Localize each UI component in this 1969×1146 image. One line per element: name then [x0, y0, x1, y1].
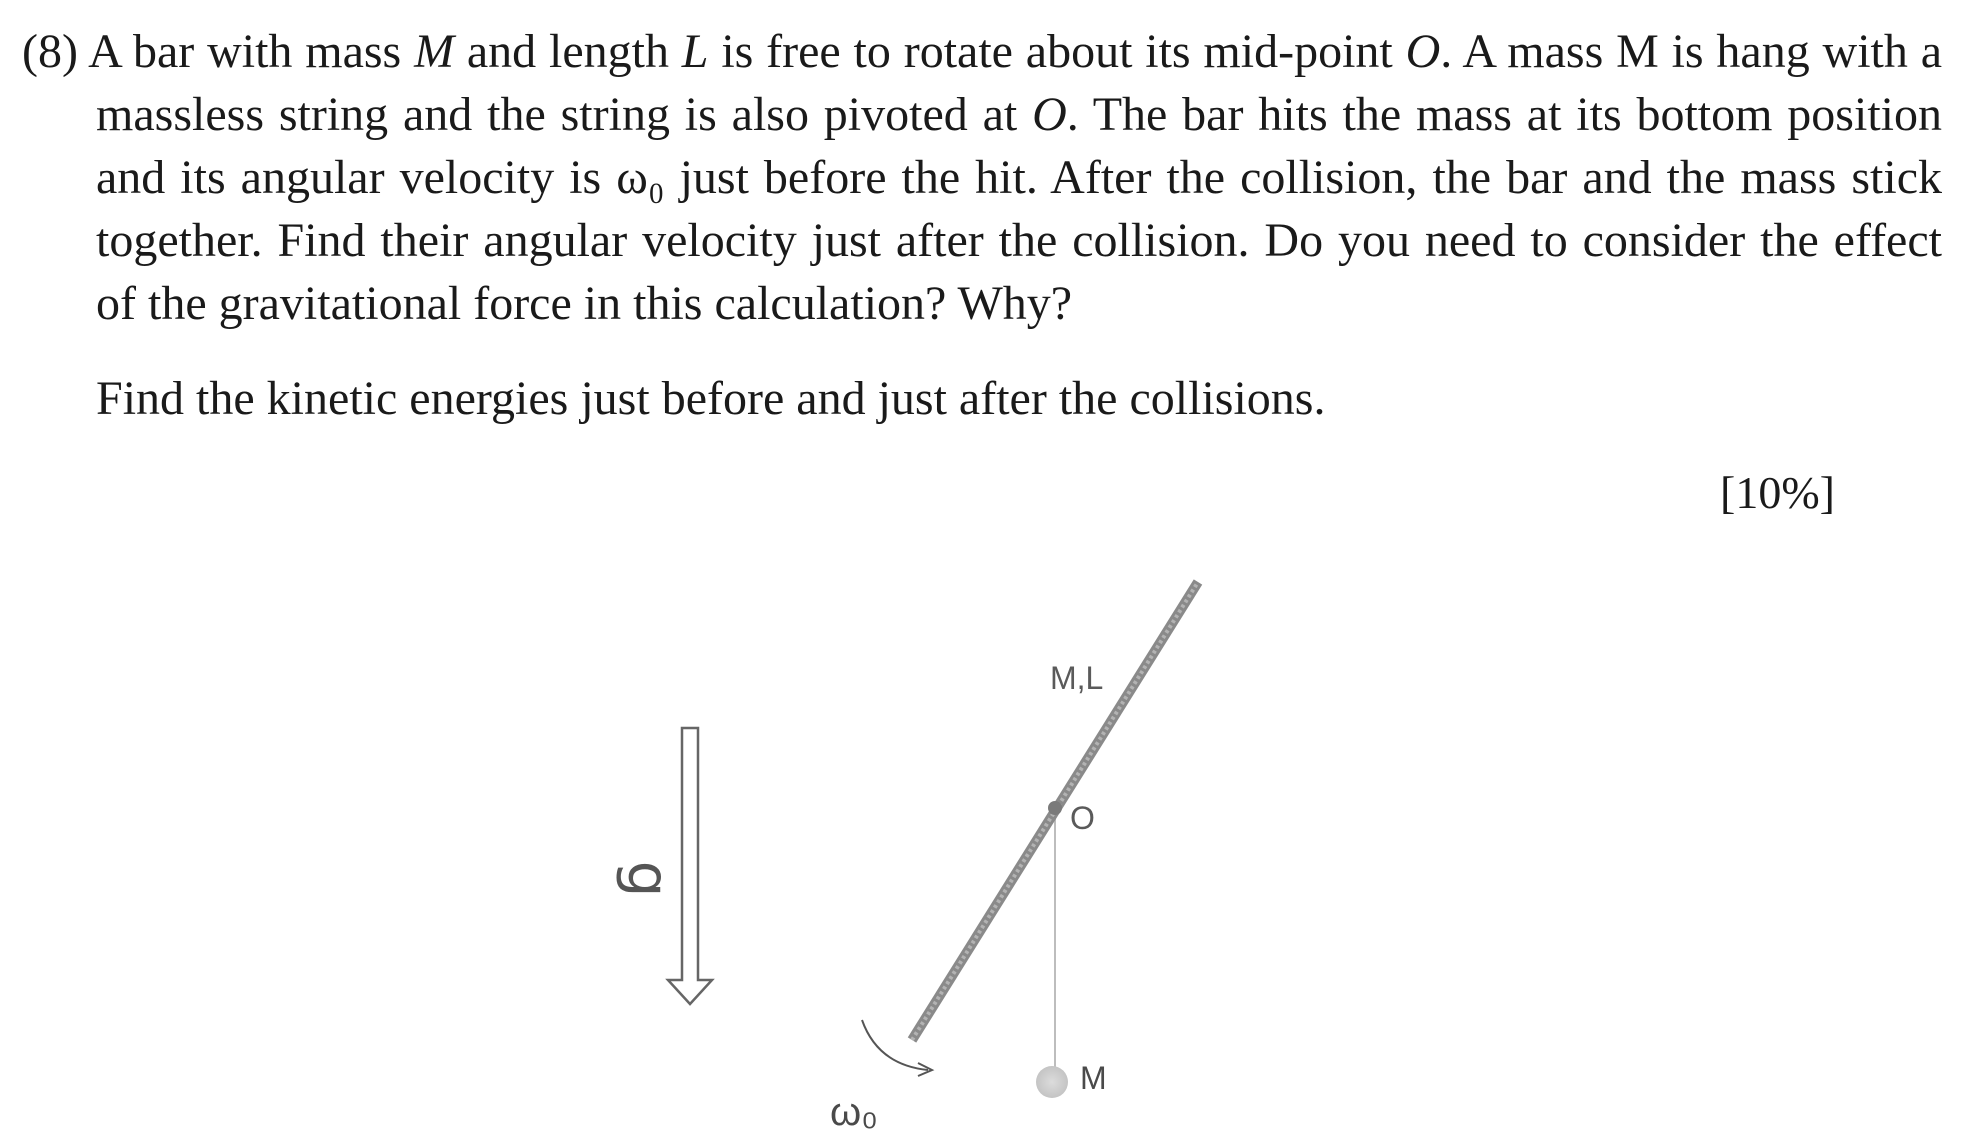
gravity-label: g	[614, 860, 683, 898]
mass-label: M	[1080, 1060, 1107, 1096]
text-part-5: . The bar hits the mass at its bottom position and its angular velocity is ω₀ just before the hit. After the collision, the bar and the mass stick together. Find their angular velocity just after the collision. Do you need to consider the effect of the gravitational force in this calculation? Why?	[96, 88, 1942, 330]
hanging-mass	[1036, 1066, 1068, 1098]
bar-label: M,L	[1050, 660, 1104, 696]
problem-paragraph	[22, 20, 1942, 335]
text-part-4: . A mass M is hang with a massless string and the string is also pivoted at	[96, 25, 1942, 141]
weight-marker: [10%]	[1720, 467, 1835, 518]
problem-number: (8)	[22, 25, 78, 78]
physics-diagram	[560, 560, 1320, 1146]
second-paragraph: Find the kinetic energies just before and just after the collisions.	[96, 372, 1326, 425]
omega-label: ω₀	[830, 1090, 878, 1134]
problem-statement	[22, 20, 1942, 430]
text-part-3: is free to rotate about its mid-point	[708, 25, 1406, 78]
diagram-svg	[560, 560, 1320, 1146]
var-length: L	[681, 25, 709, 78]
var-pivot: O	[1405, 25, 1441, 78]
var-pivot-2: O	[1032, 88, 1067, 141]
var-mass: M	[414, 25, 455, 78]
pivot-point	[1048, 801, 1062, 815]
pivot-label: O	[1070, 800, 1095, 836]
text-part-1: A bar with mass	[88, 25, 415, 78]
text-part-2: and length	[454, 25, 682, 78]
